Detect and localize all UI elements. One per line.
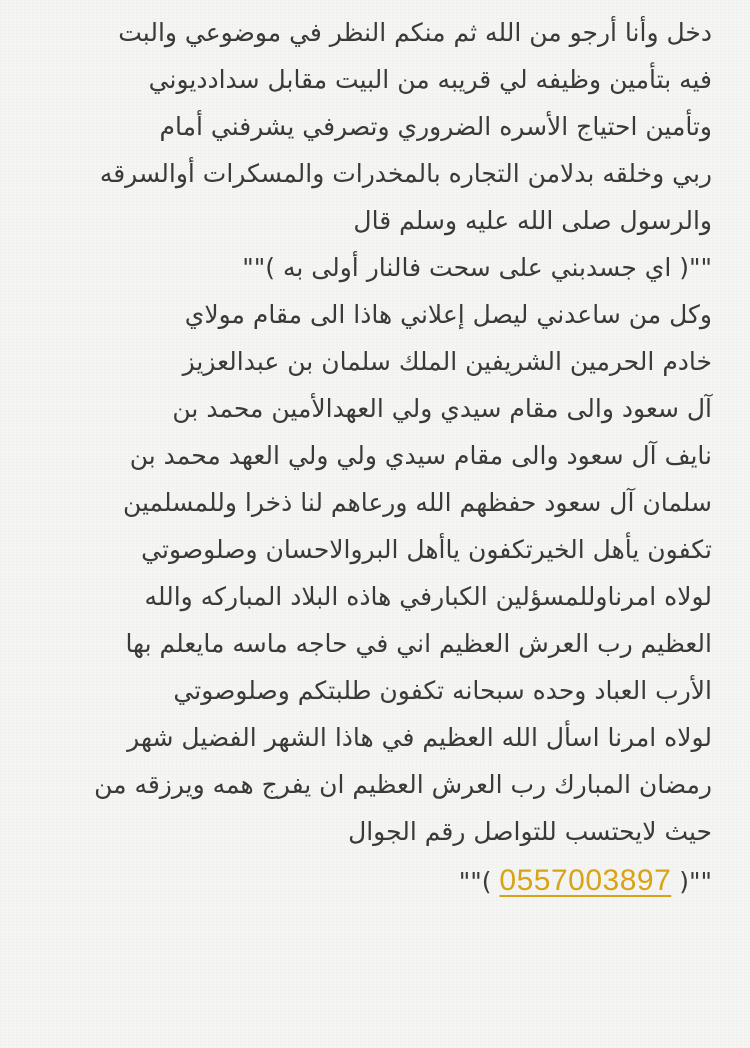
note-line: آل سعود والى مقام سيدي ولي العهدالأمين محمد بن (172, 394, 712, 423)
note-line: فيه بتأمين وظيفه لي قريبه من البيت مقابل سداددیوني (148, 65, 712, 94)
phone-suffix: )"" (679, 867, 712, 896)
note-line: تكفون يأهل الخيرتكفون ياأهل البروالاحسان وصلوصوتي (141, 535, 712, 564)
phone-line (60, 857, 712, 904)
phone-prefix: ""( (458, 867, 492, 896)
note-line: لولاه امرنا اسأل الله العظيم في هاذا الشهر الفضيل شهر (127, 723, 712, 752)
note-line: نايف آل سعود والى مقام سيدي ولي ولي العهد محمد بن (129, 441, 712, 470)
phone-group (459, 857, 712, 905)
note-line: والرسول صلى الله عليه وسلم قال (353, 206, 712, 235)
note-body (60, 9, 712, 904)
note-line: دخل وأنا أرجو من الله ثم منكم النظر في موضوعي والبت (118, 18, 712, 47)
note-line: الأرب العباد وحده سبحانه تكفون طلبتكم وصلوصوتي (173, 676, 712, 705)
phone-number-link[interactable]: 0557003897 (499, 864, 672, 897)
note-line: حيث لايحتسب للتواصل رقم الجوال (348, 817, 712, 846)
note-line: العظيم رب العرش العظيم اني في حاجه ماسه مايعلم بها (125, 629, 712, 658)
note-line: سلمان آل سعود حفظهم الله ورعاهم لنا ذخرا وللمسلمين (122, 488, 712, 517)
note-line: ربي وخلقه بدلامن التجاره بالمخدرات والمسكرات أوالسرقه (99, 159, 712, 188)
note-line-quote: ""( اي جسدبني على سحت فالنار أولى به )"" (242, 253, 712, 282)
note-line: خادم الحرمين الشريفين الملك سلمان بن عبدالعزيز (182, 347, 712, 376)
note-line: وكل من ساعدني ليصل إعلاني هاذا الى مقام مولاي (184, 300, 712, 329)
note-line: لولاه امرناوللمسؤلين الكبارفي هاذه البلاد المباركه والله (144, 582, 712, 611)
note-line: وتأمين احتياج الأسره الضروري وتصرفي يشرفني أمام (159, 112, 712, 141)
note-line: رمضان المبارك رب العرش العظيم ان يفرج همه ويرزقه من (94, 770, 712, 799)
